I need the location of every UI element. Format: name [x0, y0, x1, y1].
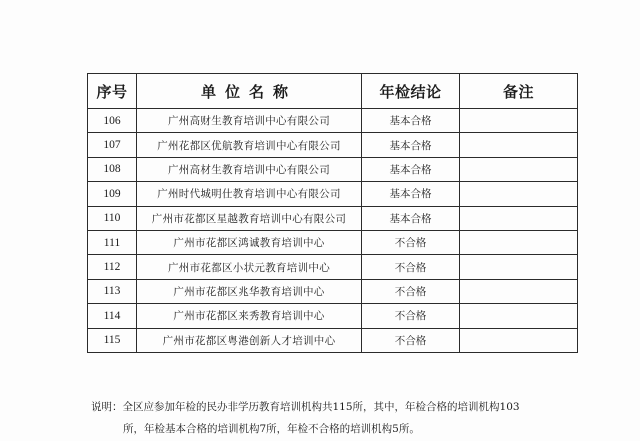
cell-inspection-result: 不合格 — [362, 279, 460, 303]
cell-remark — [460, 133, 578, 157]
table-row — [88, 304, 578, 328]
header-serial-number: 序号 — [88, 74, 137, 109]
table-row — [88, 157, 578, 181]
cell-unit-name: 广州市花都区小状元教育培训中心 — [137, 255, 362, 279]
cell-unit-name: 广州市花都区星越教育培训中心有限公司 — [137, 206, 362, 230]
cell-inspection-result: 不合格 — [362, 304, 460, 328]
table-body — [88, 109, 578, 353]
cell-inspection-result: 不合格 — [362, 230, 460, 254]
table-row — [88, 279, 578, 303]
cell-inspection-result: 不合格 — [362, 328, 460, 352]
cell-unit-name: 广州市花都区来秀教育培训中心 — [137, 304, 362, 328]
note-line-2: 所，年检基本合格的培训机构7所，年检不合格的培训机构5所。 — [123, 423, 420, 435]
note-line-1: 说明：全区应参加年检的民办非学历教育培训机构共115所，其中，年检合格的培训机构103 — [91, 401, 520, 413]
cell-unit-name: 广州市花都区鸿诚教育培训中心 — [137, 230, 362, 254]
table-row — [88, 133, 578, 157]
cell-serial-number: 107 — [88, 133, 137, 157]
table-header-row — [88, 74, 578, 109]
cell-serial-number: 110 — [88, 206, 137, 230]
cell-remark — [460, 182, 578, 206]
cell-serial-number: 115 — [88, 328, 137, 352]
cell-remark — [460, 109, 578, 133]
cell-serial-number: 108 — [88, 157, 137, 181]
cell-inspection-result: 基本合格 — [362, 133, 460, 157]
cell-unit-name: 广州高材生教育培训中心有限公司 — [137, 157, 362, 181]
table-row — [88, 230, 578, 254]
cell-inspection-result: 基本合格 — [362, 109, 460, 133]
cell-remark — [460, 304, 578, 328]
cell-serial-number: 112 — [88, 255, 137, 279]
table-row — [88, 255, 578, 279]
cell-serial-number: 106 — [88, 109, 137, 133]
cell-inspection-result: 基本合格 — [362, 157, 460, 181]
cell-remark — [460, 157, 578, 181]
cell-serial-number: 111 — [88, 230, 137, 254]
cell-unit-name: 广州时代城明仕教育培训中心有限公司 — [137, 182, 362, 206]
header-remark: 备注 — [460, 74, 578, 109]
cell-unit-name: 广州市花都区兆华教育培训中心 — [137, 279, 362, 303]
cell-inspection-result: 基本合格 — [362, 182, 460, 206]
cell-unit-name: 广州高财生教育培训中心有限公司 — [137, 109, 362, 133]
cell-remark — [460, 255, 578, 279]
cell-remark — [460, 230, 578, 254]
header-inspection-result: 年检结论 — [362, 74, 460, 109]
cell-serial-number: 113 — [88, 279, 137, 303]
inspection-results-table — [87, 73, 578, 353]
cell-serial-number: 114 — [88, 304, 137, 328]
cell-serial-number: 109 — [88, 182, 137, 206]
explanatory-note — [91, 396, 611, 440]
cell-inspection-result: 基本合格 — [362, 206, 460, 230]
table-row — [88, 109, 578, 133]
cell-inspection-result: 不合格 — [362, 255, 460, 279]
cell-remark — [460, 328, 578, 352]
cell-unit-name: 广州市花都区粤港创新人才培训中心 — [137, 328, 362, 352]
cell-unit-name: 广州花都区优航教育培训中心有限公司 — [137, 133, 362, 157]
cell-remark — [460, 279, 578, 303]
table-row — [88, 328, 578, 352]
table-row — [88, 206, 578, 230]
header-unit-name: 单位名称 — [137, 74, 362, 109]
table-row — [88, 182, 578, 206]
cell-remark — [460, 206, 578, 230]
